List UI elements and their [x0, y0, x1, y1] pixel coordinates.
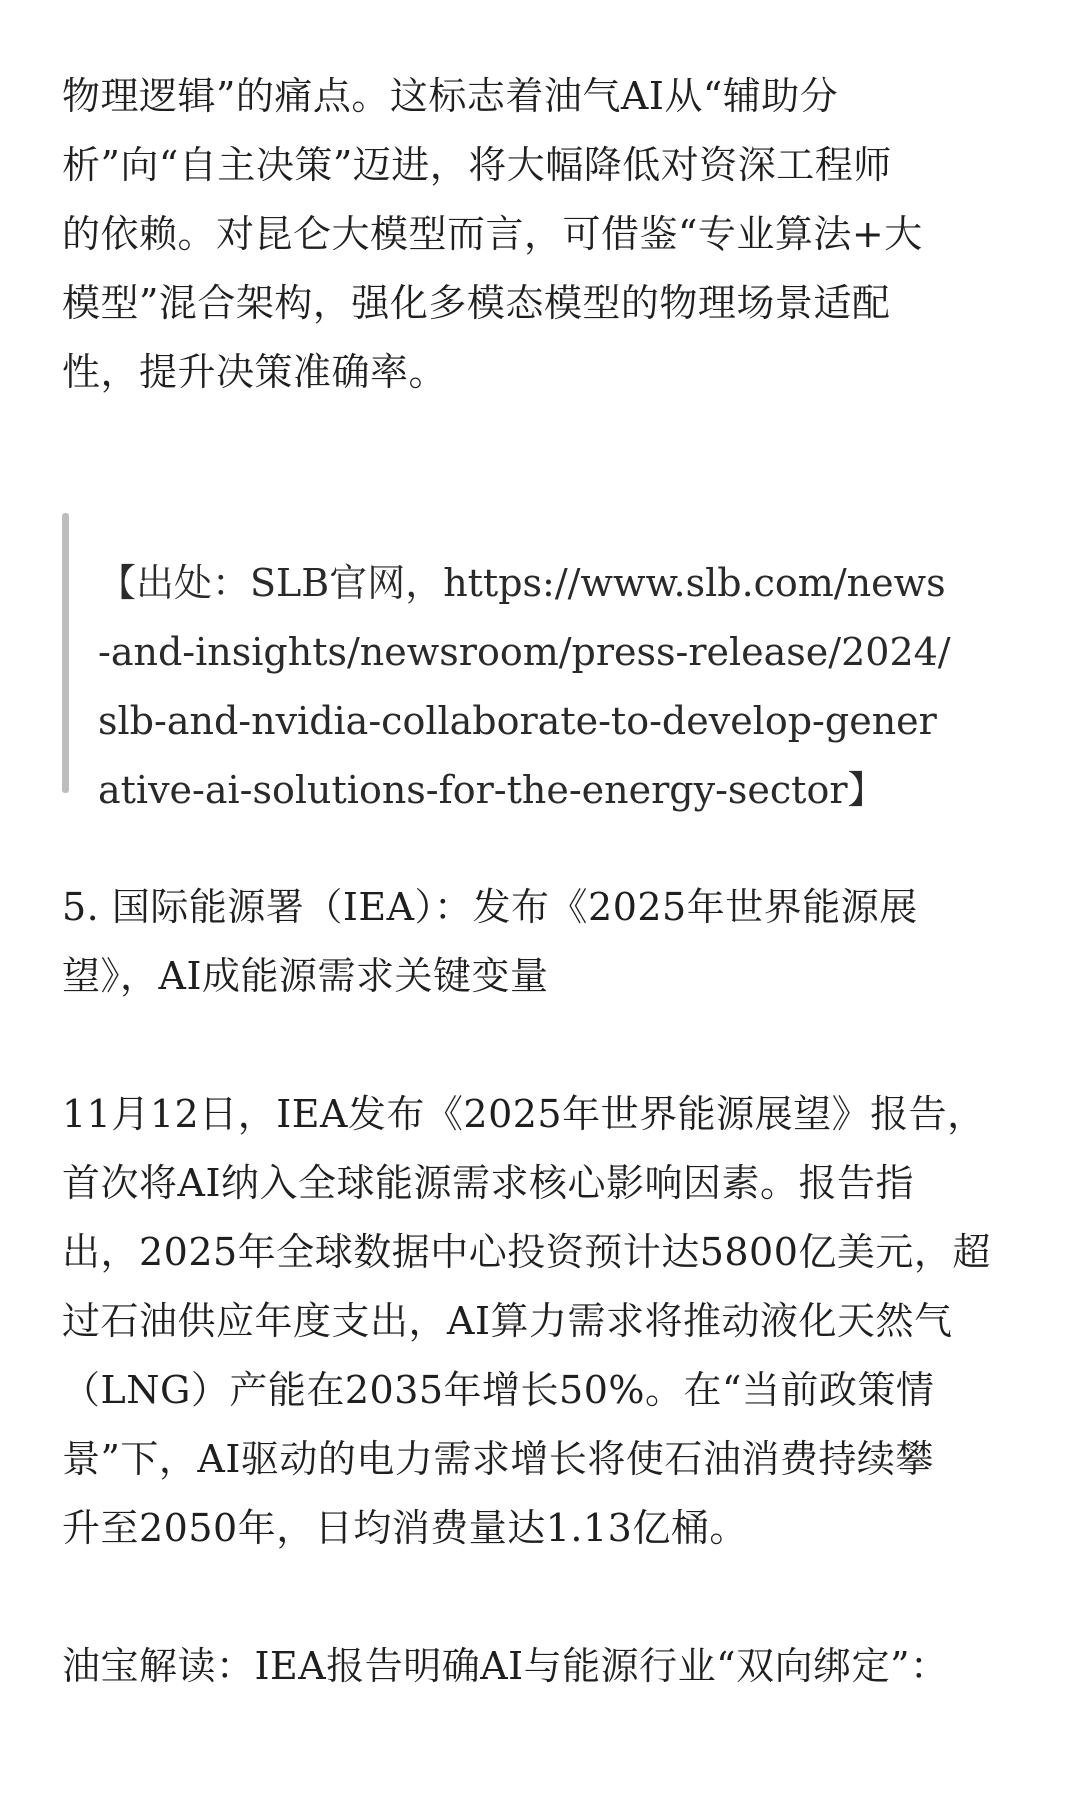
- quote-bar: [62, 513, 69, 793]
- section-heading-iea: 5. 国际能源署（IEA）：发布《2025年世界能源展 望》，AI成能源需求关键变量: [62, 885, 918, 998]
- source-quote-block: [62, 549, 1022, 825]
- paragraph-interpretation: 油宝解读：IEA报告明确AI与能源行业“双向绑定”：: [62, 1644, 949, 1688]
- source-citation-text: 【出处：SLB官网，https://www.slb.com/news -and-insights/newsroom/press-release/2024/ slb-and-nvidia-collaborate-to-develop-gener ative-ai-solutions-for-the-energy-sector】: [98, 561, 951, 812]
- paragraph-slb-analysis: 物理逻辑”的痛点。这标志着油气AI从“辅助分 析”向“自主决策”迈进，将大幅降低对资深工程师 的依赖。对昆仑大模型而言，可借鉴“专业算法+大 模型”混合架构，强化多模态模型的物理场景适配 性，提升决策准确率。: [62, 74, 923, 394]
- paragraph-iea-report: 11月12日，IEA发布《2025年世界能源展望》报告， 首次将AI纳入全球能源需求核心影响因素。报告指 出，2025年全球数据中心投资预计达5800亿美元，超 过石油供应年度支出，AI算力需求将推动液化天然气 （LNG）产能在2035年增长50%。在“当前政策情 景”下，AI驱动的电力需求增长将使石油消费持续攀 升至2050年，日均消费量达1.13亿桶。: [62, 1092, 991, 1550]
- article-body: [62, 62, 1022, 1701]
